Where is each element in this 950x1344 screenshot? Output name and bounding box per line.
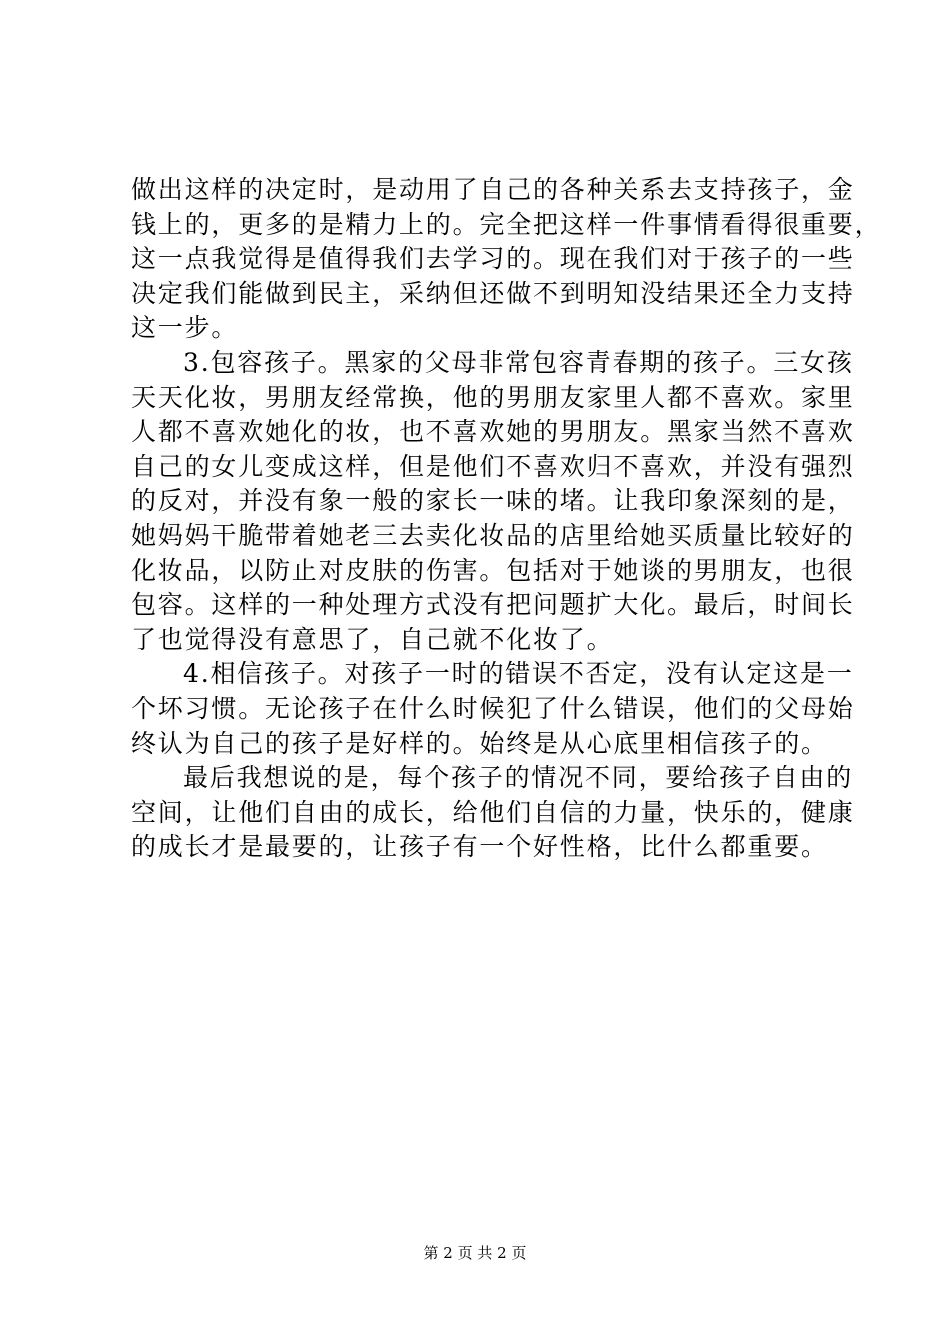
text-line: 的反对，并没有象一般的家长一味的堵。让我印象深刻的是， [131, 486, 855, 516]
text-line: 终认为自己的孩子是好样的。始终是从心底里相信孩子的。 [131, 728, 828, 758]
text-line: 天天化妆，男朋友经常换，他的男朋友家里人都不喜欢。家里 [131, 382, 855, 412]
text-line: 她妈妈干脆带着她老三去卖化妆品的店里给她买质量比较好的 [131, 520, 855, 550]
text-line: 空间，让他们自由的成长，给他们自信的力量，快乐的，健康 [131, 797, 855, 827]
text-line: 自己的女儿变成这样，但是他们不喜欢归不喜欢，并没有强烈 [131, 451, 855, 481]
paragraph-first-line: 4.相信孩子。对孩子一时的错误不否定，没有认定这是一 [183, 659, 854, 689]
page-footer: 第 2 页 共 2 页 [423, 1244, 527, 1262]
text-line: 做出这样的决定时，是动用了自己的各种关系去支持孩子，金 [131, 175, 855, 204]
text-line: 个坏习惯。无论孩子在什么时候犯了什么错误，他们的父母始 [131, 693, 855, 723]
text-line: 化妆品，以防止对皮肤的伤害。包括对于她谈的男朋友，也很 [131, 555, 855, 585]
paragraph-first-line: 3.包容孩子。黑家的父母非常包容青春期的孩子。三女孩 [183, 347, 854, 377]
text-line: 的成长才是最要的，让孩子有一个好性格，比什么都重要。 [131, 832, 828, 862]
text-line: 人都不喜欢她化的妆，也不喜欢她的男朋友。黑家当然不喜欢 [131, 417, 855, 447]
text-line: 钱上的，更多的是精力上的。完全把这样一件事情看得很重要， [131, 209, 882, 239]
text-line: 这一点我觉得是值得我们去学习的。现在我们对于孩子的一些 [131, 244, 855, 274]
text-line: 这一步。 [131, 313, 239, 343]
text-line: 决定我们能做到民主，采纳但还做不到明知没结果还全力支持 [131, 278, 855, 308]
text-line: 包容。这样的一种处理方式没有把问题扩大化。最后，时间长 [131, 590, 855, 620]
text-line: 了也觉得没有意思了，自己就不化妆了。 [131, 624, 614, 654]
document-body [131, 173, 882, 865]
paragraph-first-line: 最后我想说的是，每个孩子的情况不同，要给孩子自由的 [183, 763, 854, 793]
